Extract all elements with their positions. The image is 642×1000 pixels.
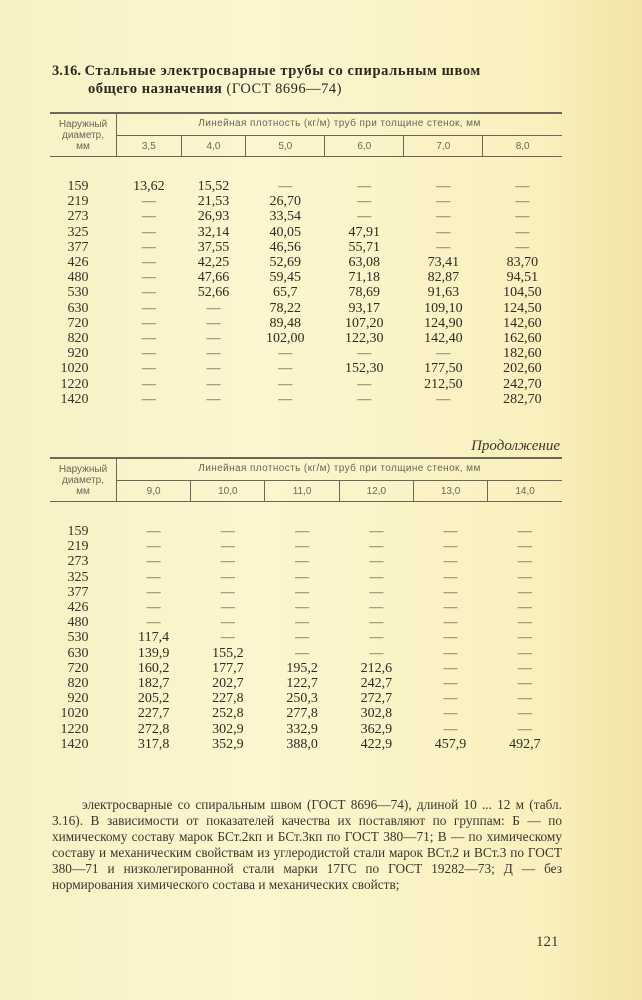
density-cell: —: [443, 600, 458, 616]
density-cell: —: [517, 615, 532, 631]
density-cell: 272,7: [360, 691, 393, 707]
density-cell: —: [443, 660, 458, 676]
density-cell: —: [443, 584, 458, 600]
density-cell: 78,22: [269, 300, 302, 316]
diameter-cell: 720: [67, 315, 89, 331]
diameter-cell: 920: [67, 691, 89, 707]
paragraph-text: электросварные со спиральным швом (ГОСТ 8696—74), длиной 10 ... 12 м (табл. 3.16). В зависимости от показателей качества их поставляют по группам: Б — по химическому составу марок БСт.2кп и БСт.3кп по ГОСТ 380—71; В — по химическому составу и механическим свойствам из углеродистой стали марок ВСт.2 и ВСт.3 по ГОСТ 380—71 и низколегированной стали марки 17ГС по ГОСТ 19282—73; Д — без нормирования химического состава и механических свойств;: [52, 797, 562, 892]
density-cell: —: [443, 630, 458, 646]
diameter-header: Наружный диаметр, мм: [50, 113, 117, 157]
density-cell: 177,50: [424, 361, 463, 377]
thickness-col: 11,0: [265, 481, 339, 502]
table-caption: [52, 62, 572, 98]
continuation-label: Продолжение: [471, 438, 560, 454]
density-cell: 162,60: [503, 331, 542, 347]
table-row: [50, 646, 562, 661]
diameter-cell: 820: [67, 331, 89, 347]
density-cell: 139,9: [137, 645, 170, 661]
density-cell: 63,08: [348, 255, 381, 271]
table-row: [50, 270, 562, 285]
thickness-header-row: [50, 481, 562, 502]
table-row: [50, 585, 562, 600]
density-cell: 227,7: [137, 706, 170, 722]
density-cell: 122,7: [286, 676, 318, 692]
page-number: 121: [536, 934, 559, 950]
density-cell: 362,9: [360, 721, 393, 737]
table-row: [50, 285, 562, 300]
density-cell: —: [517, 706, 532, 722]
density-cell: —: [436, 239, 451, 255]
table-row: [50, 209, 562, 224]
density-cell: 242,70: [503, 376, 542, 392]
density-cell: 227,8: [212, 691, 244, 707]
table-row: [50, 539, 562, 554]
density-cell: —: [141, 239, 156, 255]
spacer-row: [50, 157, 562, 180]
thickness-col: 9,0: [146, 486, 161, 497]
density-cell: 277,8: [286, 706, 318, 722]
density-cell: 109,10: [424, 300, 463, 316]
density-cell: 52,69: [269, 255, 302, 271]
density-cell: —: [357, 209, 372, 225]
density-cell: —: [515, 224, 530, 240]
density-cell: —: [295, 600, 310, 616]
table-number: 3.16.: [52, 63, 81, 79]
density-cell: —: [278, 179, 293, 194]
density-cell: —: [141, 315, 156, 331]
thickness-col: 7,0: [404, 136, 483, 157]
table-row: [50, 722, 562, 737]
table-row: [50, 554, 562, 569]
density-cell: 42,25: [197, 255, 230, 271]
diameter-cell: 1020: [60, 706, 89, 722]
diameter-cell: 1220: [60, 721, 89, 737]
density-cell: —: [141, 194, 156, 210]
density-cell: 160,2: [137, 660, 170, 676]
density-cell: —: [141, 361, 156, 377]
density-cell: —: [357, 376, 372, 392]
density-cell: 37,55: [197, 239, 230, 255]
caption-line-2: [52, 80, 572, 98]
density-cell: 195,2: [286, 660, 318, 676]
table-row: [50, 570, 562, 585]
diameter-cell: 1420: [60, 391, 89, 407]
diameter-cell: 1020: [60, 361, 89, 377]
density-cell: —: [517, 569, 532, 585]
table-row: [50, 600, 562, 615]
table-row: [50, 346, 562, 361]
caption-line-1: Стальные электросварные трубы со спиральным швом: [84, 63, 481, 79]
density-table-1: [50, 112, 562, 407]
density-cell: 302,9: [212, 721, 244, 737]
density-cell: —: [206, 300, 221, 316]
thickness-col: 14,0: [488, 481, 562, 502]
density-cell: —: [357, 346, 372, 362]
diameter-cell: 377: [67, 239, 89, 255]
density-cell: 47,66: [197, 270, 230, 286]
density-cell: —: [517, 600, 532, 616]
density-cell: —: [206, 315, 221, 331]
density-cell: 205,2: [137, 691, 170, 707]
table-row: [50, 676, 562, 691]
density-cell: 55,71: [348, 239, 381, 255]
thickness-header-row: [50, 136, 562, 157]
density-cell: 52,66: [197, 285, 230, 301]
density-cell: —: [141, 346, 156, 362]
density-cell: —: [517, 660, 532, 676]
density-cell: 40,05: [269, 224, 302, 240]
density-cell: 282,70: [503, 391, 542, 407]
density-cell: —: [443, 615, 458, 631]
density-cell: 93,17: [348, 300, 381, 316]
density-cell: —: [146, 554, 161, 570]
density-cell: 26,70: [269, 194, 302, 210]
density-cell: —: [517, 721, 532, 737]
diameter-cell: 219: [67, 194, 89, 210]
density-cell: 302,8: [360, 706, 393, 722]
table-row: [50, 691, 562, 706]
density-cell: —: [295, 584, 310, 600]
diameter-cell: 820: [67, 676, 89, 692]
thickness-col: 12,0: [339, 481, 413, 502]
density-cell: 457,9: [434, 736, 467, 752]
density-cell: —: [369, 615, 384, 631]
density-cell: 202,7: [212, 676, 244, 692]
density-cell: 65,7: [273, 285, 298, 301]
density-cell: 242,7: [360, 676, 393, 692]
density-cell: 89,48: [269, 315, 302, 331]
diameter-cell: 1420: [60, 736, 89, 752]
density-cell: 152,30: [345, 361, 384, 377]
density-cell: —: [517, 524, 532, 539]
density-cell: —: [369, 600, 384, 616]
table-row: [50, 225, 562, 240]
density-cell: —: [295, 569, 310, 585]
density-cell: 177,7: [212, 660, 244, 676]
density-span-header: Линейная плотность (кг/м) труб при толщине стенок, мм: [117, 458, 563, 481]
diameter-cell: 720: [67, 660, 89, 676]
diameter-cell: 480: [67, 615, 89, 631]
density-cell: —: [517, 630, 532, 646]
density-cell: —: [141, 209, 156, 225]
thickness-col: 3,5: [141, 141, 156, 152]
density-cell: 124,50: [503, 300, 542, 316]
diameter-cell: 920: [67, 346, 89, 362]
diameter-cell: 273: [67, 554, 89, 570]
thickness-col: 4,0: [181, 136, 246, 157]
density-cell: —: [295, 539, 310, 555]
density-cell: —: [141, 224, 156, 240]
density-cell: 250,3: [286, 691, 318, 707]
body-paragraph: [52, 797, 562, 893]
density-cell: —: [141, 376, 156, 392]
density-cell: —: [141, 300, 156, 316]
density-cell: —: [443, 554, 458, 570]
density-cell: —: [443, 676, 458, 692]
density-cell: —: [369, 630, 384, 646]
density-cell: —: [295, 630, 310, 646]
thickness-col: 8,0: [483, 136, 562, 157]
diameter-cell: 530: [67, 285, 89, 301]
density-cell: 492,7: [509, 736, 541, 752]
density-cell: 82,87: [427, 270, 460, 286]
density-cell: —: [443, 721, 458, 737]
density-cell: —: [206, 361, 221, 377]
density-cell: —: [278, 346, 293, 362]
density-cell: 47,91: [348, 224, 381, 240]
density-cell: —: [141, 391, 156, 407]
density-cell: —: [436, 346, 451, 362]
table-row: [50, 524, 562, 539]
thickness-col: 10,0: [191, 481, 265, 502]
density-cell: —: [436, 194, 451, 210]
density-cell: —: [436, 179, 451, 194]
density-cell: —: [357, 194, 372, 210]
density-cell: 104,50: [503, 285, 542, 301]
diameter-cell: 630: [67, 300, 89, 316]
density-cell: 78,69: [348, 285, 381, 301]
density-cell: 59,45: [269, 270, 302, 286]
density-cell: —: [517, 645, 532, 661]
density-cell: 422,9: [360, 736, 393, 752]
table-row: [50, 377, 562, 392]
density-cell: —: [141, 285, 156, 301]
density-table-2: [50, 457, 562, 752]
thickness-col: 13,0: [413, 481, 487, 502]
diameter-cell: 325: [67, 224, 89, 240]
density-cell: 352,9: [212, 736, 244, 752]
density-cell: 33,54: [269, 209, 302, 225]
table-row: [50, 331, 562, 346]
table-row: [50, 706, 562, 721]
diameter-cell: 426: [67, 600, 89, 616]
density-cell: 13,62: [133, 179, 165, 194]
density-cell: —: [436, 224, 451, 240]
spacer-row: [50, 502, 562, 525]
density-cell: 155,2: [212, 645, 244, 661]
density-cell: 32,14: [197, 224, 230, 240]
density-cell: —: [146, 600, 161, 616]
density-cell: —: [220, 584, 235, 600]
density-cell: —: [295, 524, 310, 539]
table-row: [50, 361, 562, 376]
density-cell: —: [206, 391, 221, 407]
table-row: [50, 179, 562, 194]
table-row: [50, 194, 562, 209]
density-cell: —: [515, 194, 530, 210]
density-cell: —: [146, 615, 161, 631]
density-cell: —: [443, 539, 458, 555]
density-cell: —: [220, 554, 235, 570]
density-cell: —: [295, 645, 310, 661]
density-cell: 83,70: [506, 255, 539, 271]
density-cell: 388,0: [286, 736, 318, 752]
diameter-cell: 273: [67, 209, 89, 225]
density-cell: —: [141, 270, 156, 286]
density-cell: —: [206, 331, 221, 347]
density-cell: —: [369, 554, 384, 570]
density-cell: 182,60: [503, 346, 542, 362]
table-row: [50, 392, 562, 407]
density-cell: —: [146, 569, 161, 585]
density-cell: —: [141, 255, 156, 271]
table-row: [50, 316, 562, 331]
density-cell: —: [515, 209, 530, 225]
caption-standard: (ГОСТ 8696—74): [222, 81, 343, 97]
table-row: [50, 240, 562, 255]
density-cell: 142,60: [503, 315, 542, 331]
density-cell: —: [357, 391, 372, 407]
density-cell: —: [220, 539, 235, 555]
density-cell: 46,56: [269, 239, 302, 255]
density-cell: —: [369, 645, 384, 661]
density-cell: 94,51: [506, 270, 539, 286]
density-cell: 21,53: [197, 194, 230, 210]
density-cell: —: [206, 376, 221, 392]
density-cell: —: [517, 676, 532, 692]
density-cell: —: [220, 615, 235, 631]
density-cell: —: [220, 600, 235, 616]
table-row: [50, 661, 562, 676]
table-row: [50, 630, 562, 645]
density-cell: 73,41: [427, 255, 460, 271]
density-cell: —: [357, 179, 372, 194]
density-cell: —: [206, 346, 221, 362]
density-cell: —: [220, 569, 235, 585]
density-cell: 212,6: [360, 660, 393, 676]
density-cell: —: [369, 584, 384, 600]
diameter-cell: 1220: [60, 376, 89, 392]
density-cell: 15,52: [197, 179, 230, 194]
diameter-cell: 530: [67, 630, 89, 646]
table-row: [50, 737, 562, 752]
density-cell: 202,60: [503, 361, 542, 377]
density-cell: 212,50: [424, 376, 463, 392]
density-cell: 117,4: [138, 630, 170, 646]
density-cell: —: [278, 391, 293, 407]
density-cell: —: [146, 539, 161, 555]
density-cell: —: [436, 209, 451, 225]
diameter-cell: 325: [67, 569, 89, 585]
density-cell: —: [146, 524, 161, 539]
density-cell: 182,7: [137, 676, 170, 692]
density-cell: —: [517, 584, 532, 600]
diameter-cell: 159: [67, 179, 89, 194]
density-cell: —: [295, 554, 310, 570]
density-cell: 102,00: [266, 331, 305, 347]
density-cell: 91,63: [427, 285, 460, 301]
density-cell: 122,30: [345, 331, 384, 347]
density-cell: —: [443, 706, 458, 722]
density-cell: —: [517, 691, 532, 707]
caption-line-2-bold: общего назначения: [88, 81, 223, 97]
density-cell: —: [220, 524, 235, 539]
diameter-cell: 426: [67, 255, 89, 271]
density-cell: —: [517, 554, 532, 570]
table-row: [50, 255, 562, 270]
density-cell: —: [436, 391, 451, 407]
density-cell: 142,40: [424, 331, 463, 347]
density-cell: —: [278, 361, 293, 377]
density-cell: 107,20: [345, 315, 384, 331]
diameter-cell: 480: [67, 270, 89, 286]
density-cell: —: [146, 584, 161, 600]
diameter-cell: 630: [67, 645, 89, 661]
diameter-cell: 159: [67, 524, 89, 539]
thickness-col: 6,0: [325, 136, 404, 157]
density-cell: —: [515, 179, 530, 194]
density-cell: 317,8: [137, 736, 170, 752]
diameter-cell: 219: [67, 539, 89, 555]
density-cell: —: [141, 331, 156, 347]
density-cell: —: [515, 239, 530, 255]
density-cell: 71,18: [348, 270, 381, 286]
density-cell: 252,8: [212, 706, 244, 722]
density-cell: 124,90: [424, 315, 463, 331]
diameter-header: Наружный диаметр, мм: [50, 458, 117, 502]
density-cell: —: [517, 539, 532, 555]
density-cell: —: [369, 569, 384, 585]
diameter-cell: 377: [67, 584, 89, 600]
density-cell: 272,8: [137, 721, 170, 737]
table-row: [50, 301, 562, 316]
density-cell: —: [369, 539, 384, 555]
density-cell: —: [295, 615, 310, 631]
density-cell: —: [278, 376, 293, 392]
density-cell: —: [443, 569, 458, 585]
thickness-col: 5,0: [246, 136, 325, 157]
table-row: [50, 615, 562, 630]
density-cell: —: [220, 630, 235, 646]
density-span-header: Линейная плотность (кг/м) труб при толщине стенок, мм: [117, 113, 563, 136]
density-cell: —: [369, 524, 384, 539]
density-cell: —: [443, 645, 458, 661]
density-cell: 26,93: [197, 209, 230, 225]
density-cell: —: [443, 524, 458, 539]
density-cell: —: [443, 691, 458, 707]
density-cell: 332,9: [286, 721, 318, 737]
